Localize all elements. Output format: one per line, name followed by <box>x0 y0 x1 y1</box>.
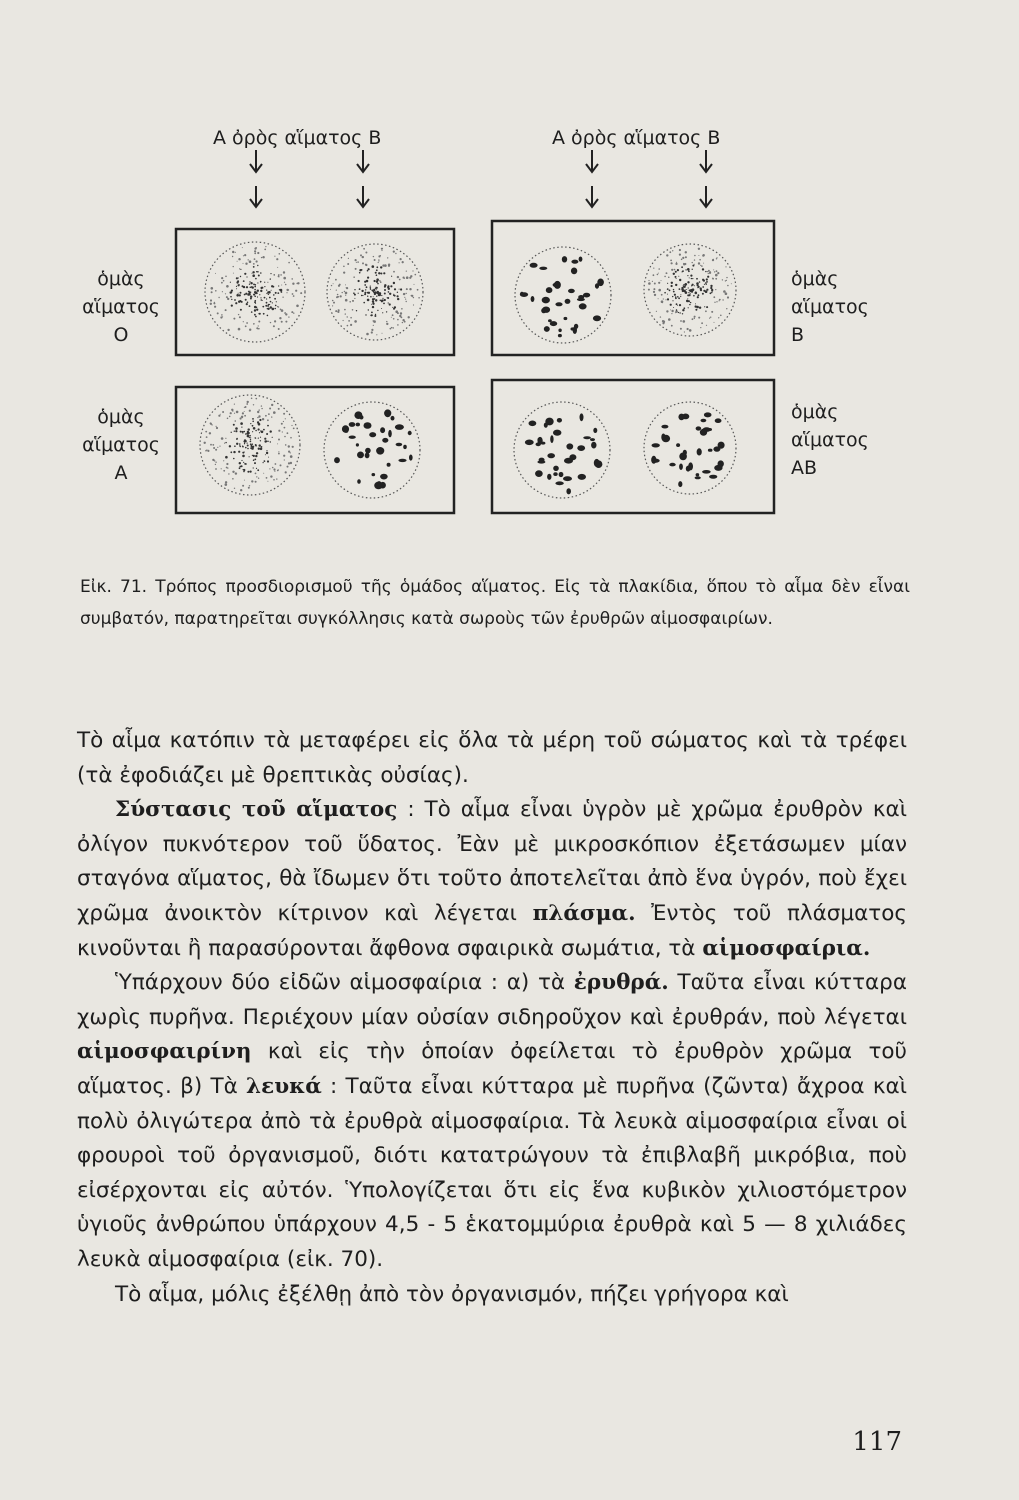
agglutinated-drop <box>324 402 420 498</box>
caption-label: Εἰκ. 71. <box>80 577 148 597</box>
uniform-drop <box>205 242 305 342</box>
serum-label-left: A ὀρὸς αἵματος B <box>213 127 382 149</box>
label-group-o: ὁμὰς αἵματος O <box>82 268 160 346</box>
arrow-icon <box>250 150 262 207</box>
label-group-a: ὁμὰς αἵματος A <box>82 406 160 484</box>
arrow-icon <box>357 150 369 207</box>
term-white: λευκά <box>246 1073 322 1099</box>
slide-a <box>176 387 454 513</box>
arrow-icon <box>586 150 598 207</box>
term-hemoglobin: αἱμοσφαιρίνη <box>77 1039 252 1065</box>
caption-text: Τρόπος προσδιορισμοῦ τῆς ὁμάδος αἵματος. Εἰς τὰ πλακίδια, ὅπου τὸ αἷμα δὲν εἶναι συμβατόν, παρατηρεῖται συγκόλλησις κατὰ σωροὺς τῶν ἐρυθρῶν αἱμοσφαιρίων. <box>80 577 911 629</box>
label-group-b: ὁμὰς αἵματος B <box>791 268 869 346</box>
term-red: ἐρυθρά. <box>573 970 669 996</box>
slide-o <box>176 229 454 355</box>
term-blood-cells: αἱμοσφαίρια. <box>702 935 871 961</box>
paragraph-2: Σύστασις τοῦ αἵματος : Τὸ αἷμα εἶναι ὑγρὸν μὲ χρῶμα ἐρυθρὸν καὶ ὀλίγον πυκνότερον τοῦ ὕδατος. Ἐὰν μὲ μικροσκόπιον ἐξετάσωμεν μίαν σταγόνα αἵματος, θὰ ἴδωμεν ὅτι τοῦτο ἀποτελεῖται ἀπὸ ἕνα ὑγρόν, ποὺ ἔχει χρῶμα ἀνοικτὸν κίτρινον καὶ λέγεται πλάσμα. Ἐντὸς τοῦ πλάσματος κινοῦνται ἢ παρασύρονται ἄφθονα σφαιρικὰ σωμάτια, τὰ αἱμοσφαίρια. <box>77 797 908 961</box>
slide-ab <box>492 380 774 513</box>
agglutinated-drop <box>644 402 736 494</box>
page-number: 117 <box>852 1427 902 1457</box>
label-group-ab: ὁμὰς αἵματος AB <box>791 401 869 479</box>
paragraph-4: Τὸ αἷμα, μόλις ἐξέλθῃ ἀπὸ τὸν ὀργανισμόν, πήζει γρήγορα καὶ <box>115 1281 789 1307</box>
agglutinated-drop <box>514 402 610 498</box>
agglutinated-drop <box>515 247 611 343</box>
paragraph-3: Ὑπάρχουν δύο εἰδῶν αἱμοσφαίρια : α) τὰ ἐρυθρά. Ταῦτα εἶναι κύτταρα χωρὶς πυρῆνα. Περιέχουν μίαν οὐσίαν σιδηροῦχον καὶ ἐρυθράν, ποὺ λέγεται αἱμοσφαιρίνη καὶ εἰς τὴν ὁποίαν ὀφείλεται τὸ ἐρυθρὸν χρῶμα τοῦ αἵματος. β) Τὰ λευκά : Ταῦτα εἶναι κύτταρα μὲ πυρῆνα (ζῶντα) ἄχροα καὶ πολὺ ὀλιγώτερα ἀπὸ τὰ ἐρυθρὰ αἱμοσφαίρια. Τὰ λευκὰ αἱμοσφαίρια εἶναι οἱ φρουροὶ τοῦ ὀργανισμοῦ, διότι κατατρώγουν τὰ ἐπιβλαβῆ μικρόβια, ποὺ εἰσέρχονται εἰς αὐτόν. Ὑπολογίζεται ὅτι εἰς ἕνα κυβικὸν χιλιοστόμετρον ὑγιοῦς ἀνθρώπου ὑπάρχουν 4,5 - 5 ἑκατομμύρια ἐρυθρὰ καὶ 5 — 8 χιλιάδες λευκὰ αἱμοσφαίρια (εἰκ. 70). <box>77 970 908 1272</box>
paragraph-1: Τὸ αἷμα κατόπιν τὰ μεταφέρει εἰς ὅλα τὰ μέρη τοῦ σώματος καὶ τὰ τρέφει (τὰ ἐφοδιάζει μὲ θρεπτικὰς οὐσίας). <box>77 728 907 788</box>
uniform-drop <box>200 395 300 495</box>
serum-label-right: A ὀρὸς αἵματος B <box>552 127 721 149</box>
figure-caption <box>80 571 910 635</box>
uniform-drop <box>644 244 736 336</box>
uniform-drop <box>327 244 423 340</box>
body-text <box>77 724 907 1312</box>
arrow-icon <box>700 150 712 207</box>
section-heading: Σύστασις τοῦ αἵματος <box>115 797 398 823</box>
slide-b <box>492 221 774 355</box>
term-plasma: πλάσμα. <box>532 900 636 926</box>
